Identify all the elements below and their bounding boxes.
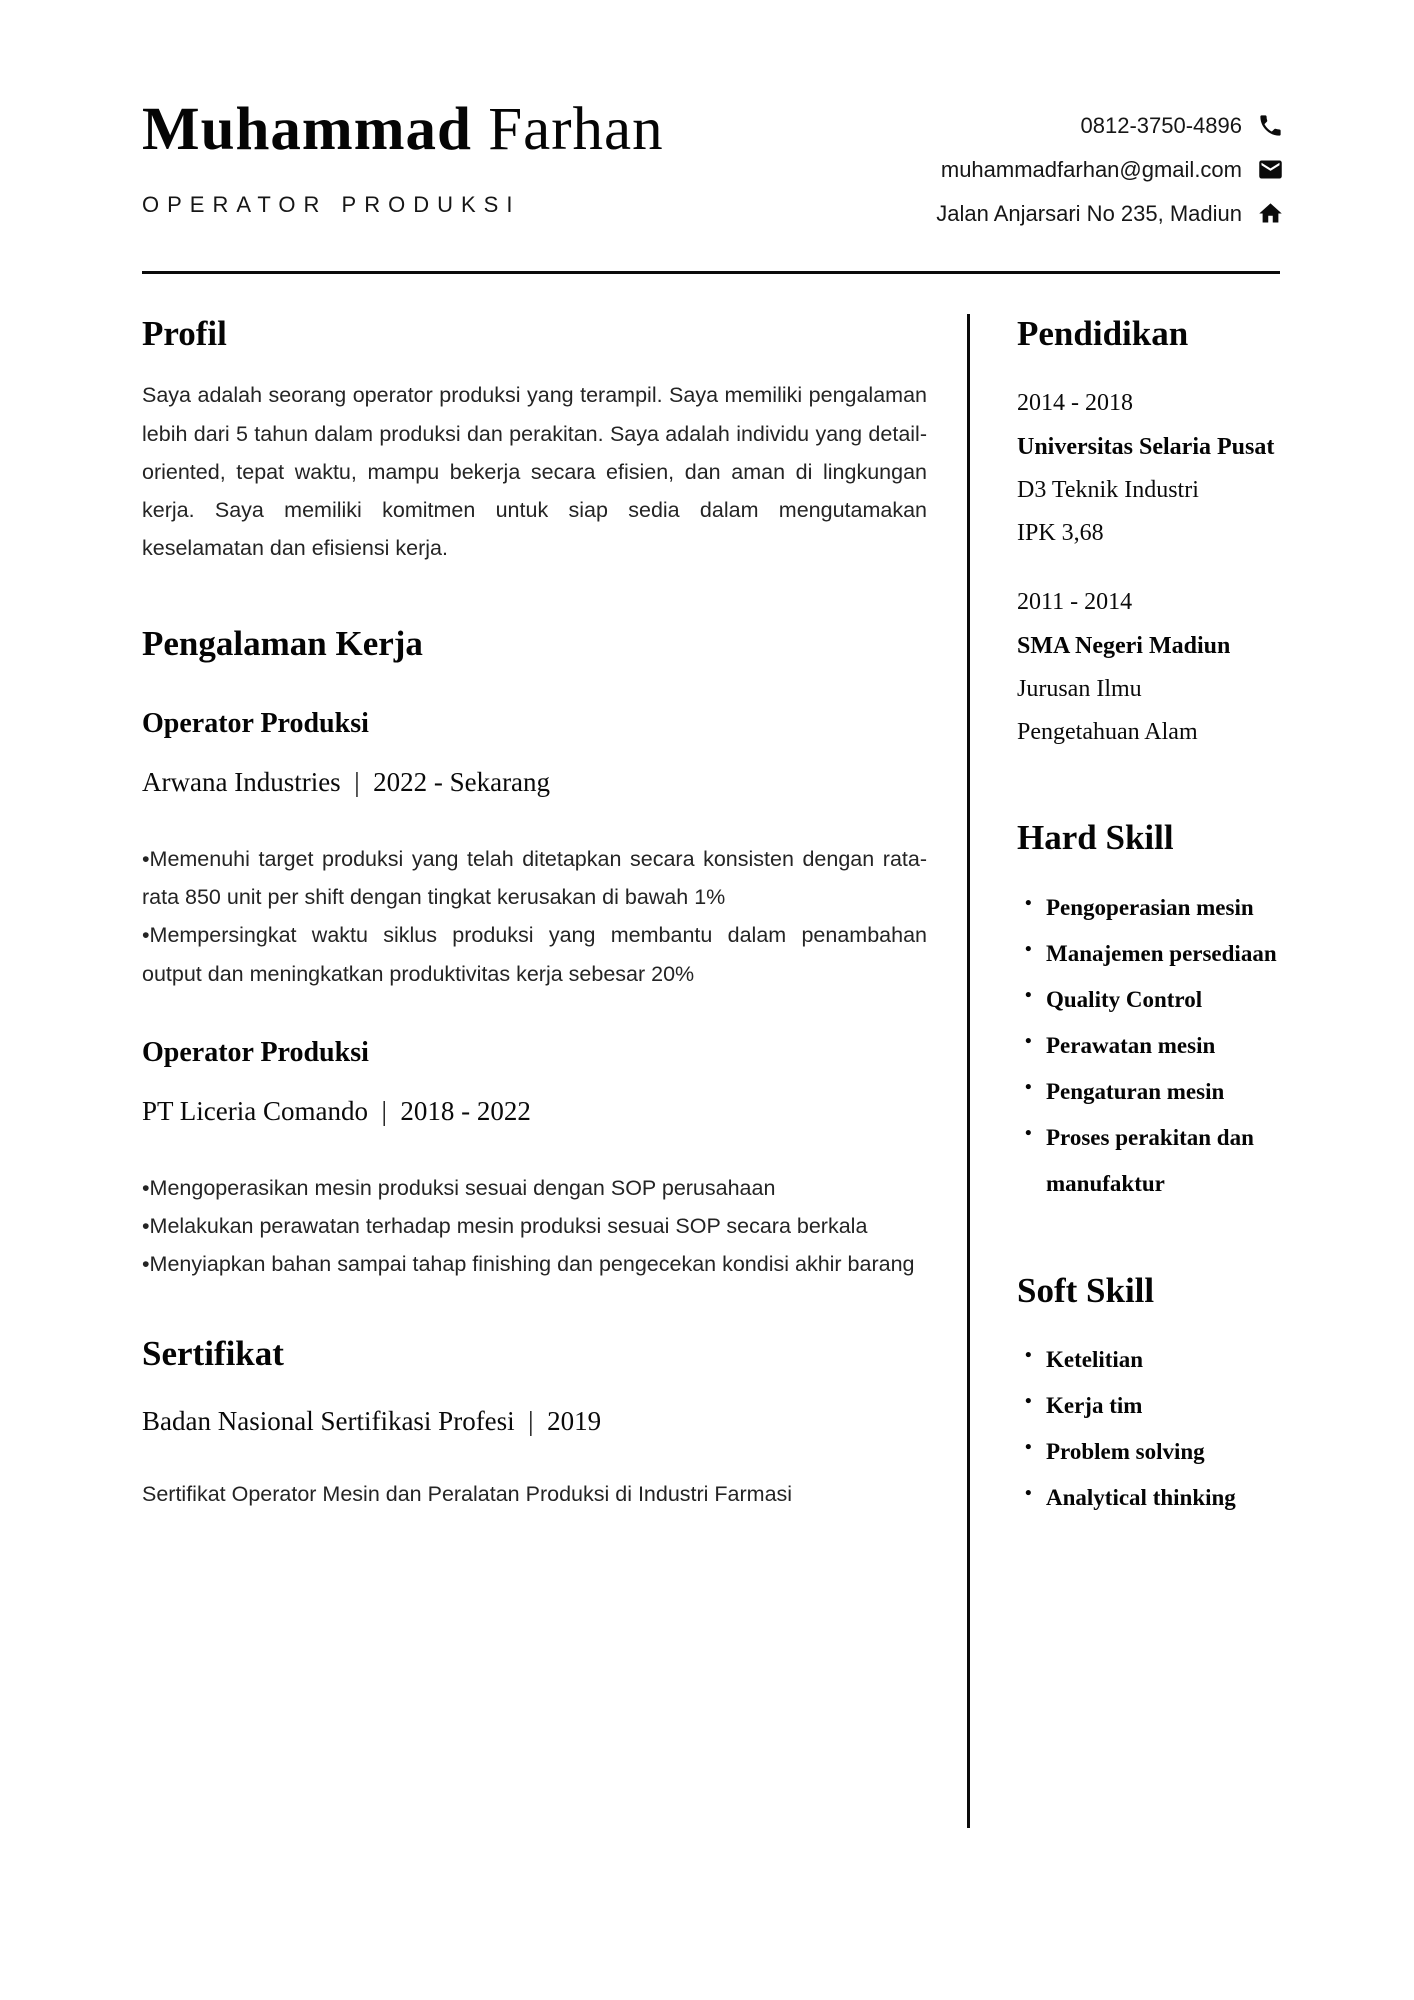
education-period: 2011 - 2014 <box>1017 589 1133 616</box>
bullet-item: • Mempersingkat waktu siklus produksi yang membantu dalam penambahan output dan meningkatkan produktivitas kerja sebesar 20% <box>142 916 927 993</box>
education-period: 2014 - 2018 <box>1017 390 1133 417</box>
bullet-item: • Menyiapkan bahan sampai tahap finishing dan pengecekan kondisi akhir barang <box>142 1245 927 1283</box>
skill-item: • Ketelitian <box>1017 1337 1310 1383</box>
main-content <box>0 314 1414 1828</box>
skill-item: • Pengoperasian mesin <box>1017 885 1310 931</box>
skill-item: • Perawatan mesin <box>1017 1023 1310 1069</box>
contact-phone <box>1081 112 1284 139</box>
job-title: OPERATOR PRODUKSI <box>142 192 521 218</box>
bullet-item: • Memenuhi target produksi yang telah ditetapkan secara konsisten dengan rata-rata 850 unit per shift dengan tingkat kerusakan di bawah 1% <box>142 840 927 917</box>
last-name: Farhan <box>488 96 664 163</box>
education-entry-2 <box>1017 589 1310 746</box>
contact-block <box>936 98 1284 227</box>
phone-icon <box>1257 112 1284 139</box>
education-school: Universitas Selaria Pusat <box>1017 434 1275 461</box>
education-school: SMA Negeri Madiun <box>1017 633 1231 660</box>
job-entry-title: Operator Produksi <box>142 1036 369 1068</box>
job-bullet-list <box>142 1169 927 1284</box>
bullet-item: • Mengoperasikan mesin produksi sesuai dengan SOP perusahaan <box>142 1169 927 1207</box>
education-detail: IPK 3,68 <box>1017 520 1104 547</box>
job-entry-1 <box>142 708 927 993</box>
education-heading: Pendidikan <box>1017 314 1189 353</box>
skill-item: • Problem solving <box>1017 1429 1310 1475</box>
skill-item: • Kerja tim <box>1017 1383 1310 1429</box>
right-column <box>970 314 1310 1828</box>
education-detail: Jurusan Ilmu <box>1017 676 1142 703</box>
education-entry-1 <box>1017 390 1310 547</box>
contact-email <box>941 156 1284 183</box>
skill-item: • Analytical thinking <box>1017 1475 1310 1521</box>
job-bullet-list <box>142 840 927 993</box>
street-address: Jalan Anjarsari No 235, Madiun <box>936 200 1242 226</box>
phone-number: 0812-3750-4896 <box>1080 112 1242 138</box>
bullet-item: • Melakukan perawatan terhadap mesin produksi sesuai SOP secara berkala <box>142 1207 927 1245</box>
skill-item: • Quality Control <box>1017 977 1310 1023</box>
person-name <box>142 98 664 162</box>
email-address: muhammadfarhan@gmail.com <box>940 156 1242 182</box>
header-divider <box>142 271 1280 274</box>
job-entry-2 <box>142 1037 927 1284</box>
experience-heading: Pengalaman Kerja <box>142 623 423 663</box>
education-detail: Pengetahuan Alam <box>1017 719 1198 746</box>
left-column <box>142 314 927 1828</box>
certificate-text: Sertifikat Operator Mesin dan Peralatan Produksi di Industri Farmasi <box>142 1481 793 1506</box>
soft-skill-list <box>1017 1337 1310 1521</box>
job-entry-meta: PT Liceria Comando | 2018 - 2022 <box>142 1095 531 1126</box>
home-icon <box>1257 200 1284 227</box>
contact-address <box>936 200 1284 227</box>
certificate-meta: Badan Nasional Sertifikasi Profesi | 2019 <box>142 1405 602 1436</box>
skill-item: • Manajemen persediaan <box>1017 931 1310 977</box>
profil-text: Saya adalah seorang operator produksi yang terampil. Saya memiliki pengalaman lebih dari 5 tahun dalam produksi dan perakitan. Saya adalah individu yang detail-oriented, tepat waktu, mampu bekerja secara efisien, dan aman di lingkungan kerja. Saya memiliki komitmen untuk siap sedia dalam mengutamakan keselamatan dan efisiensi kerja. <box>142 383 927 561</box>
certificate-heading: Sertifikat <box>142 1333 284 1373</box>
skill-item: • Proses perakitan dan manufaktur <box>1017 1115 1310 1207</box>
skill-item: • Pengaturan mesin <box>1017 1069 1310 1115</box>
first-name: Muhammad <box>142 96 472 163</box>
job-entry-meta: Arwana Industries | 2022 - Sekarang <box>142 766 551 797</box>
mail-icon <box>1257 156 1284 183</box>
name-block <box>142 98 664 218</box>
profil-heading: Profil <box>142 314 227 353</box>
hard-skill-list <box>1017 885 1310 1207</box>
hard-skill-heading: Hard Skill <box>1017 818 1174 858</box>
soft-skill-heading: Soft Skill <box>1017 1270 1155 1310</box>
header <box>0 0 1414 227</box>
job-entry-title: Operator Produksi <box>142 707 369 739</box>
education-detail: D3 Teknik Industri <box>1017 477 1199 504</box>
